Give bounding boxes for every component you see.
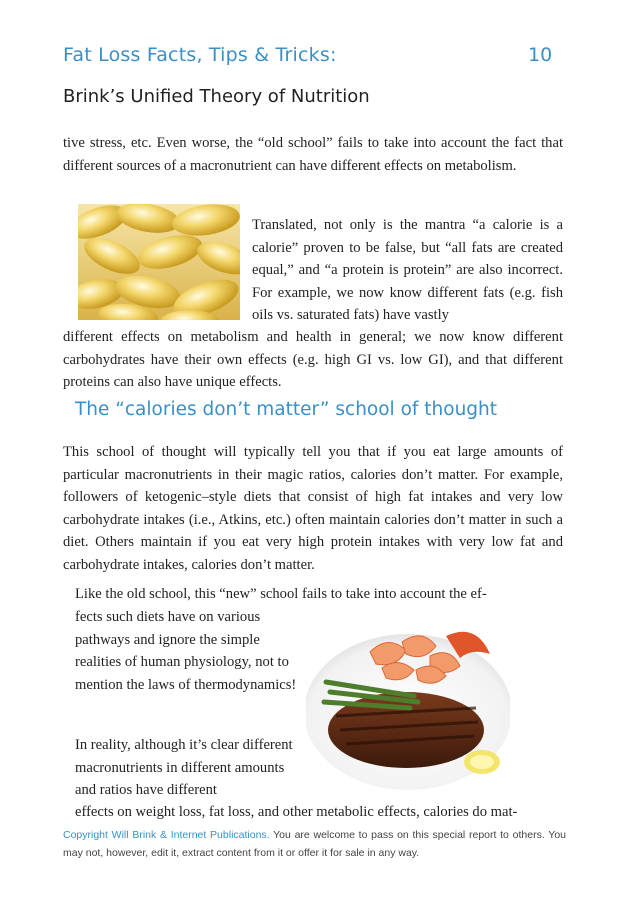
paragraph-translated: Translated, not only is the mantra “a calorie is a calorie” proven to be false, but “all fats are created equal,” and “a protein is protein” are also incorrect. For example, we now know different fats (e.g. fish oils vs. saturated fats) have vastly bbox=[252, 217, 563, 323]
section-heading: The “calories don’t matter” school of thought bbox=[75, 399, 498, 420]
paragraph-different-effects: different effects on metabolism and health in general; we now know different carbohydrates have their own effects (e.g. high GI vs. low GI), and that different proteins can also have unique effects. bbox=[63, 329, 563, 390]
steak-and-shrimp-image bbox=[306, 612, 510, 790]
paragraph-intro: tive stress, etc. Even worse, the “old school” fails to take into account the fact that different sources of a macronutrient can have different effects on metabolism. bbox=[63, 135, 563, 174]
footer-copyright: Copyright Will Brink & Internet Publications. bbox=[63, 829, 270, 841]
header-title: Fat Loss Facts, Tips & Tricks: bbox=[63, 44, 337, 66]
header-subtitle: Brink’s Unified Theory of Nutrition bbox=[63, 86, 370, 107]
paragraph-in-reality-last-line: effects on weight loss, fat loss, and other metabolic effects, calories do mat- bbox=[75, 804, 518, 820]
footer-notice bbox=[63, 826, 566, 862]
footer-text: You are welcome to pass on this special report to others. You may not, however, edit it, extract content from it or offer it for sale in any way. bbox=[63, 829, 566, 859]
fish-oil-capsules-image bbox=[78, 204, 240, 320]
paragraph-school-of-thought: This school of thought will typically tell you that if you eat large amounts of particular macronutrients in their magic ratios, calories don’t matter. For example, followers of ketogenic–style diets that consist of high fat intakes and very low carbohydrate intakes (i.e., Atkins, etc.) often maintain calories don’t matter in such a diet. Others maintain if you eat very high protein intakes with very low fat and carbohydrate intakes, calories don’t matter. bbox=[63, 444, 563, 573]
paragraph-old-school-line: Like the old school, this “new” school fails to take into account the ef- bbox=[75, 586, 487, 602]
page-number: 10 bbox=[528, 44, 553, 66]
paragraph-in-reality: In reality, although it’s clear different macronutrients in different amounts and ratios have different bbox=[75, 737, 293, 798]
paragraph-old-school-rest: fects such diets have on various pathways and ignore the simple realities of human physiology, not to mention the laws of thermodynamics! bbox=[75, 609, 297, 693]
